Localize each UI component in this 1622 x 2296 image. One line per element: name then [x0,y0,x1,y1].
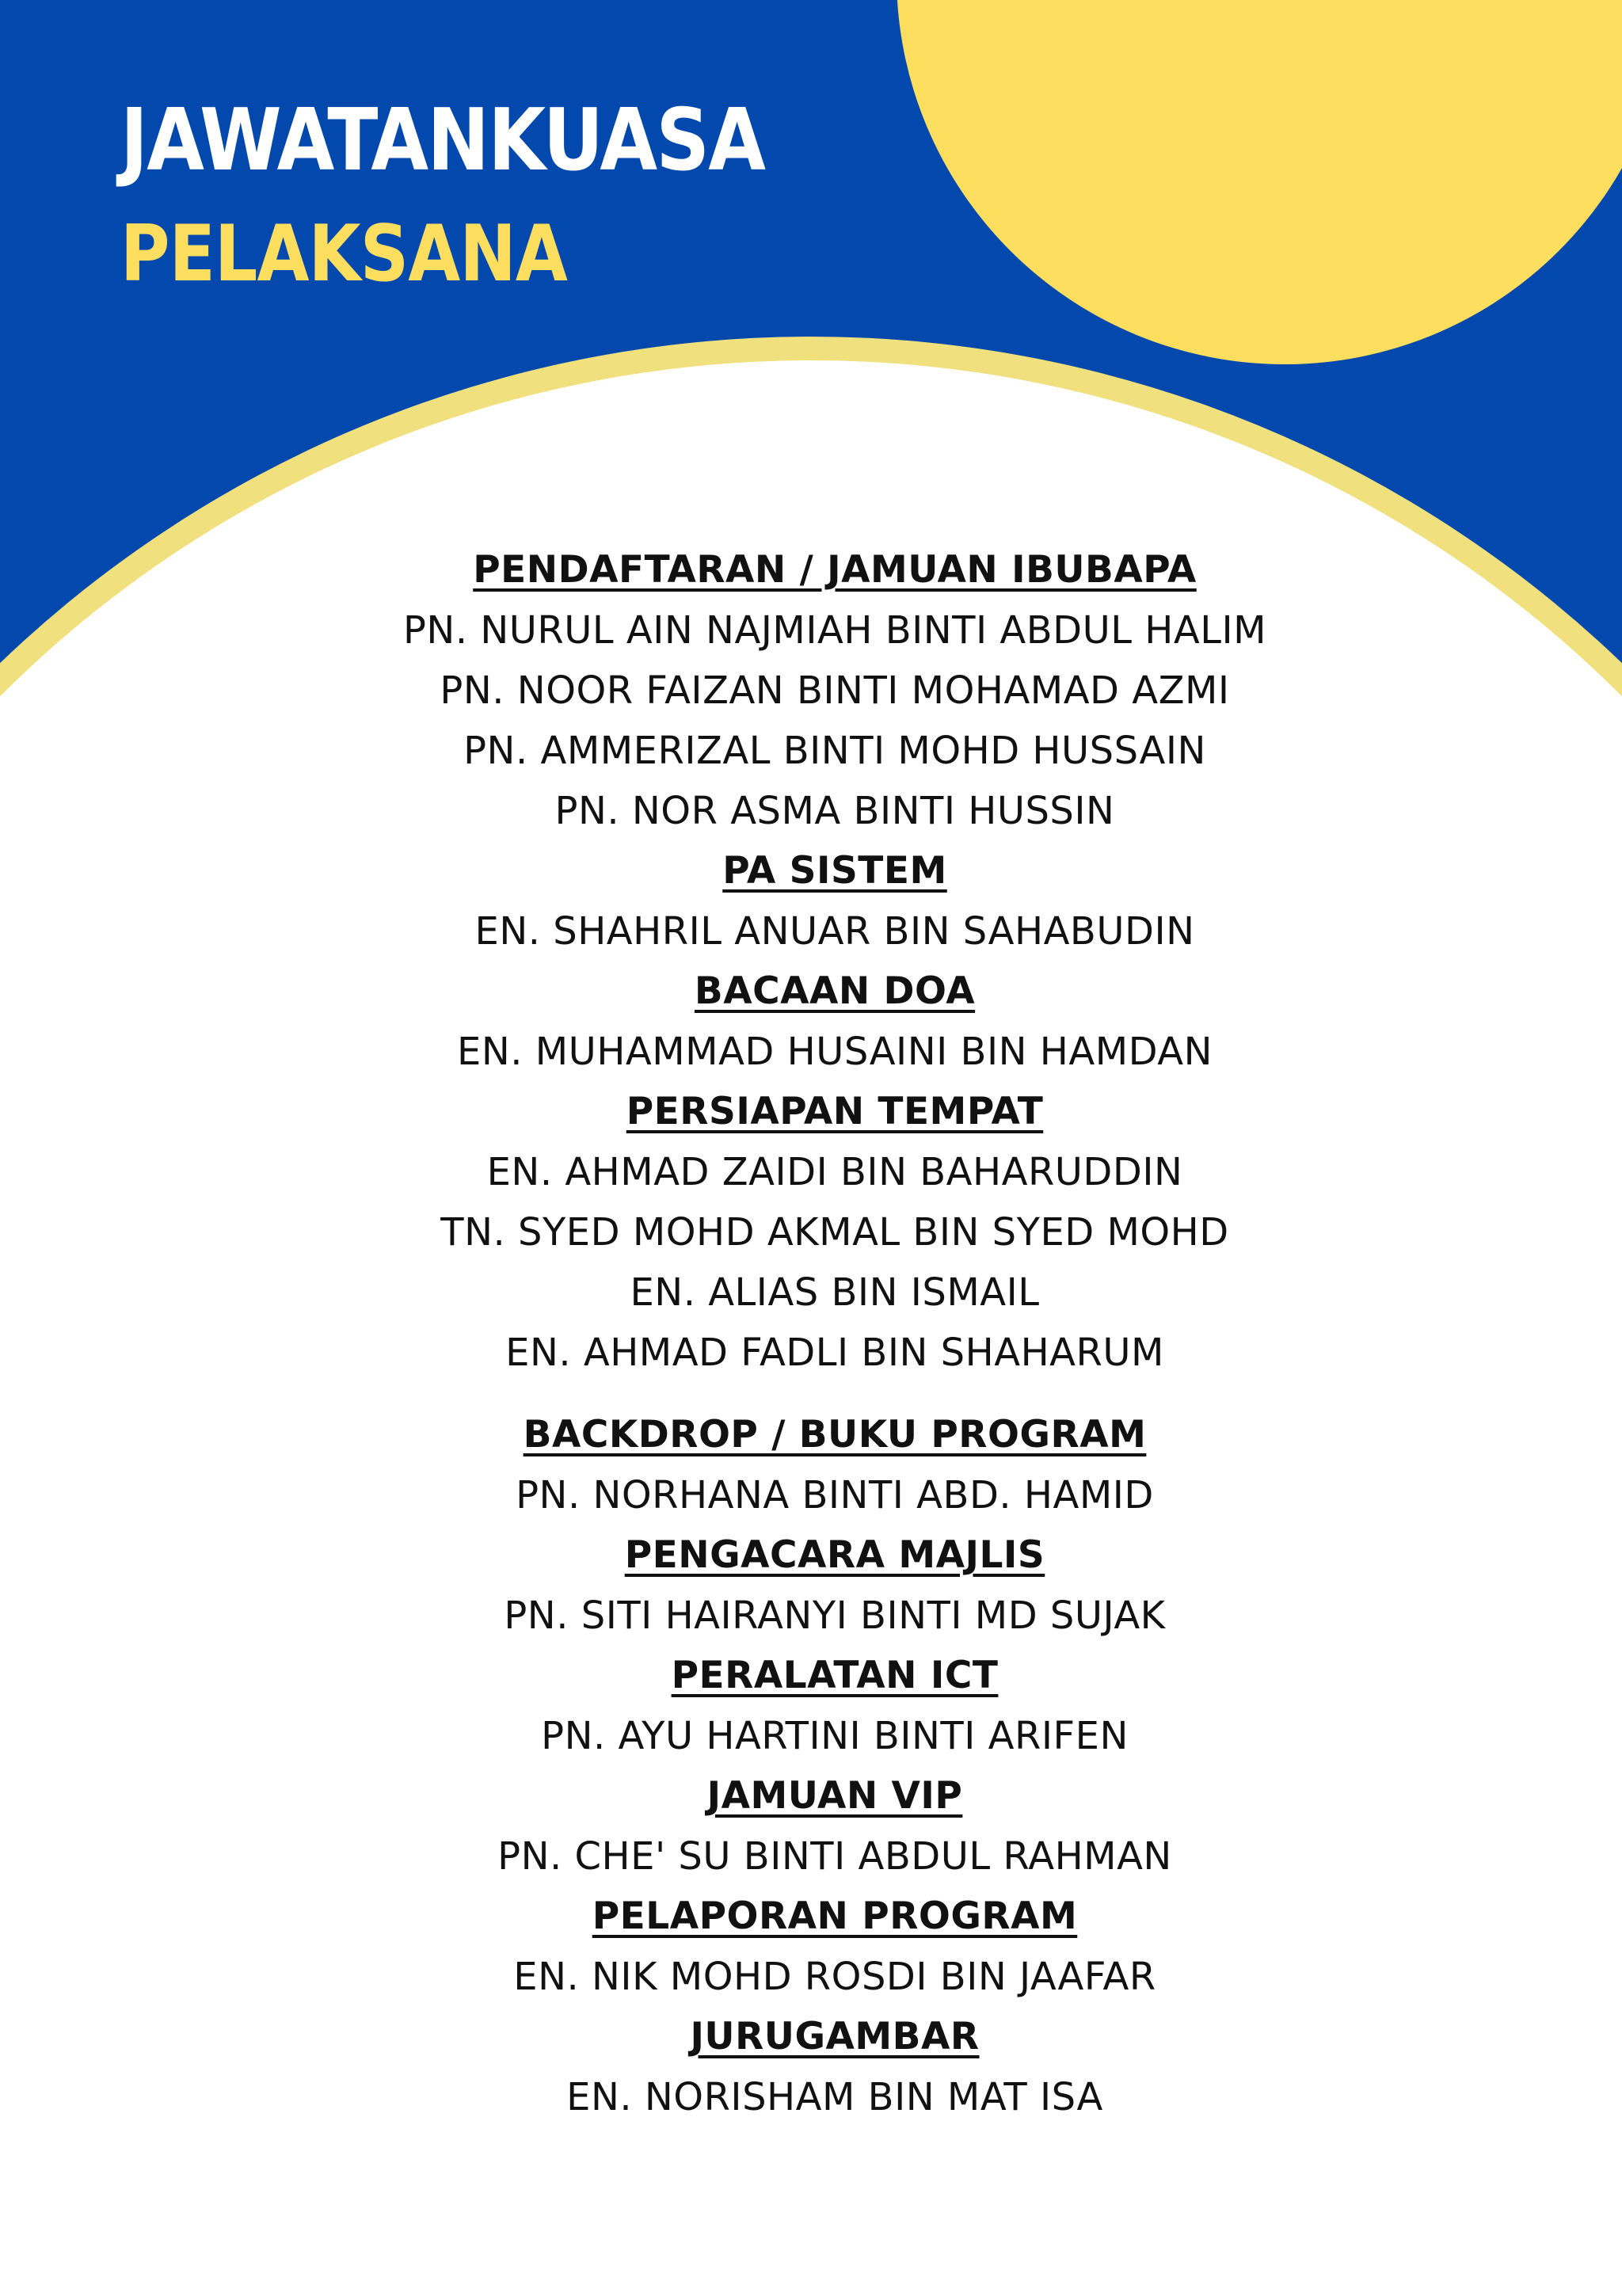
poster-subtitle: PELAKSANA [120,209,568,299]
committee-role: PERSIAPAN TEMPAT [626,1090,1044,1133]
committee-role: JAMUAN VIP [706,1774,963,1818]
committee-role: BACAAN DOA [694,969,976,1013]
committee-role: JURUGAMBAR [690,2015,980,2058]
committee-member: PN. NOR ASMA BINTI HUSSIN [554,789,1115,833]
committee-member: EN. NIK MOHD ROSDI BIN JAAFAR [513,1955,1156,1999]
yellow-circle-decoration [897,0,1622,364]
committee-member: EN. MUHAMMAD HUSAINI BIN HAMDAN [457,1030,1213,1074]
committee-role: PERALATAN ICT [671,1654,999,1697]
committee-member: PN. AMMERIZAL BINTI MOHD HUSSAIN [463,729,1206,773]
committee-member: PN. NURUL AIN NAJMIAH BINTI ABDUL HALIM [402,608,1267,653]
committee-member: PN. NOOR FAIZAN BINTI MOHAMAD AZMI [440,668,1230,713]
committee-member: EN. AHMAD FADLI BIN SHAHARUM [505,1331,1164,1375]
committee-role: PENGACARA MAJLIS [624,1533,1045,1577]
committee-member: PN. AYU HARTINI BINTI ARIFEN [541,1714,1129,1758]
committee-role: PA SISTEM [722,849,947,893]
committee-member: EN. NORISHAM BIN MAT ISA [566,2075,1103,2119]
committee-member: EN. ALIAS BIN ISMAIL [630,1270,1040,1315]
section-spacer [336,1383,1334,1405]
committee-member: EN. AHMAD ZAIDI BIN BAHARUDDIN [486,1150,1183,1194]
committee-role: PELAPORAN PROGRAM [592,1894,1078,1938]
committee-member: EN. SHAHRIL ANUAR BIN SAHABUDIN [474,909,1195,954]
committee-member: PN. CHE' SU BINTI ABDUL RAHMAN [497,1834,1172,1879]
committee-list [336,540,1334,2127]
committee-member: PN. SITI HAIRANYI BINTI MD SUJAK [504,1593,1166,1638]
committee-role: BACKDROP / BUKU PROGRAM [523,1413,1147,1456]
poster-title: JAWATANKUASA [120,91,765,190]
committee-member: TN. SYED MOHD AKMAL BIN SYED MOHD [440,1210,1229,1255]
committee-member: PN. NORHANA BINTI ABD. HAMID [516,1473,1154,1517]
committee-role: PENDAFTARAN / JAMUAN IBUBAPA [473,548,1197,592]
